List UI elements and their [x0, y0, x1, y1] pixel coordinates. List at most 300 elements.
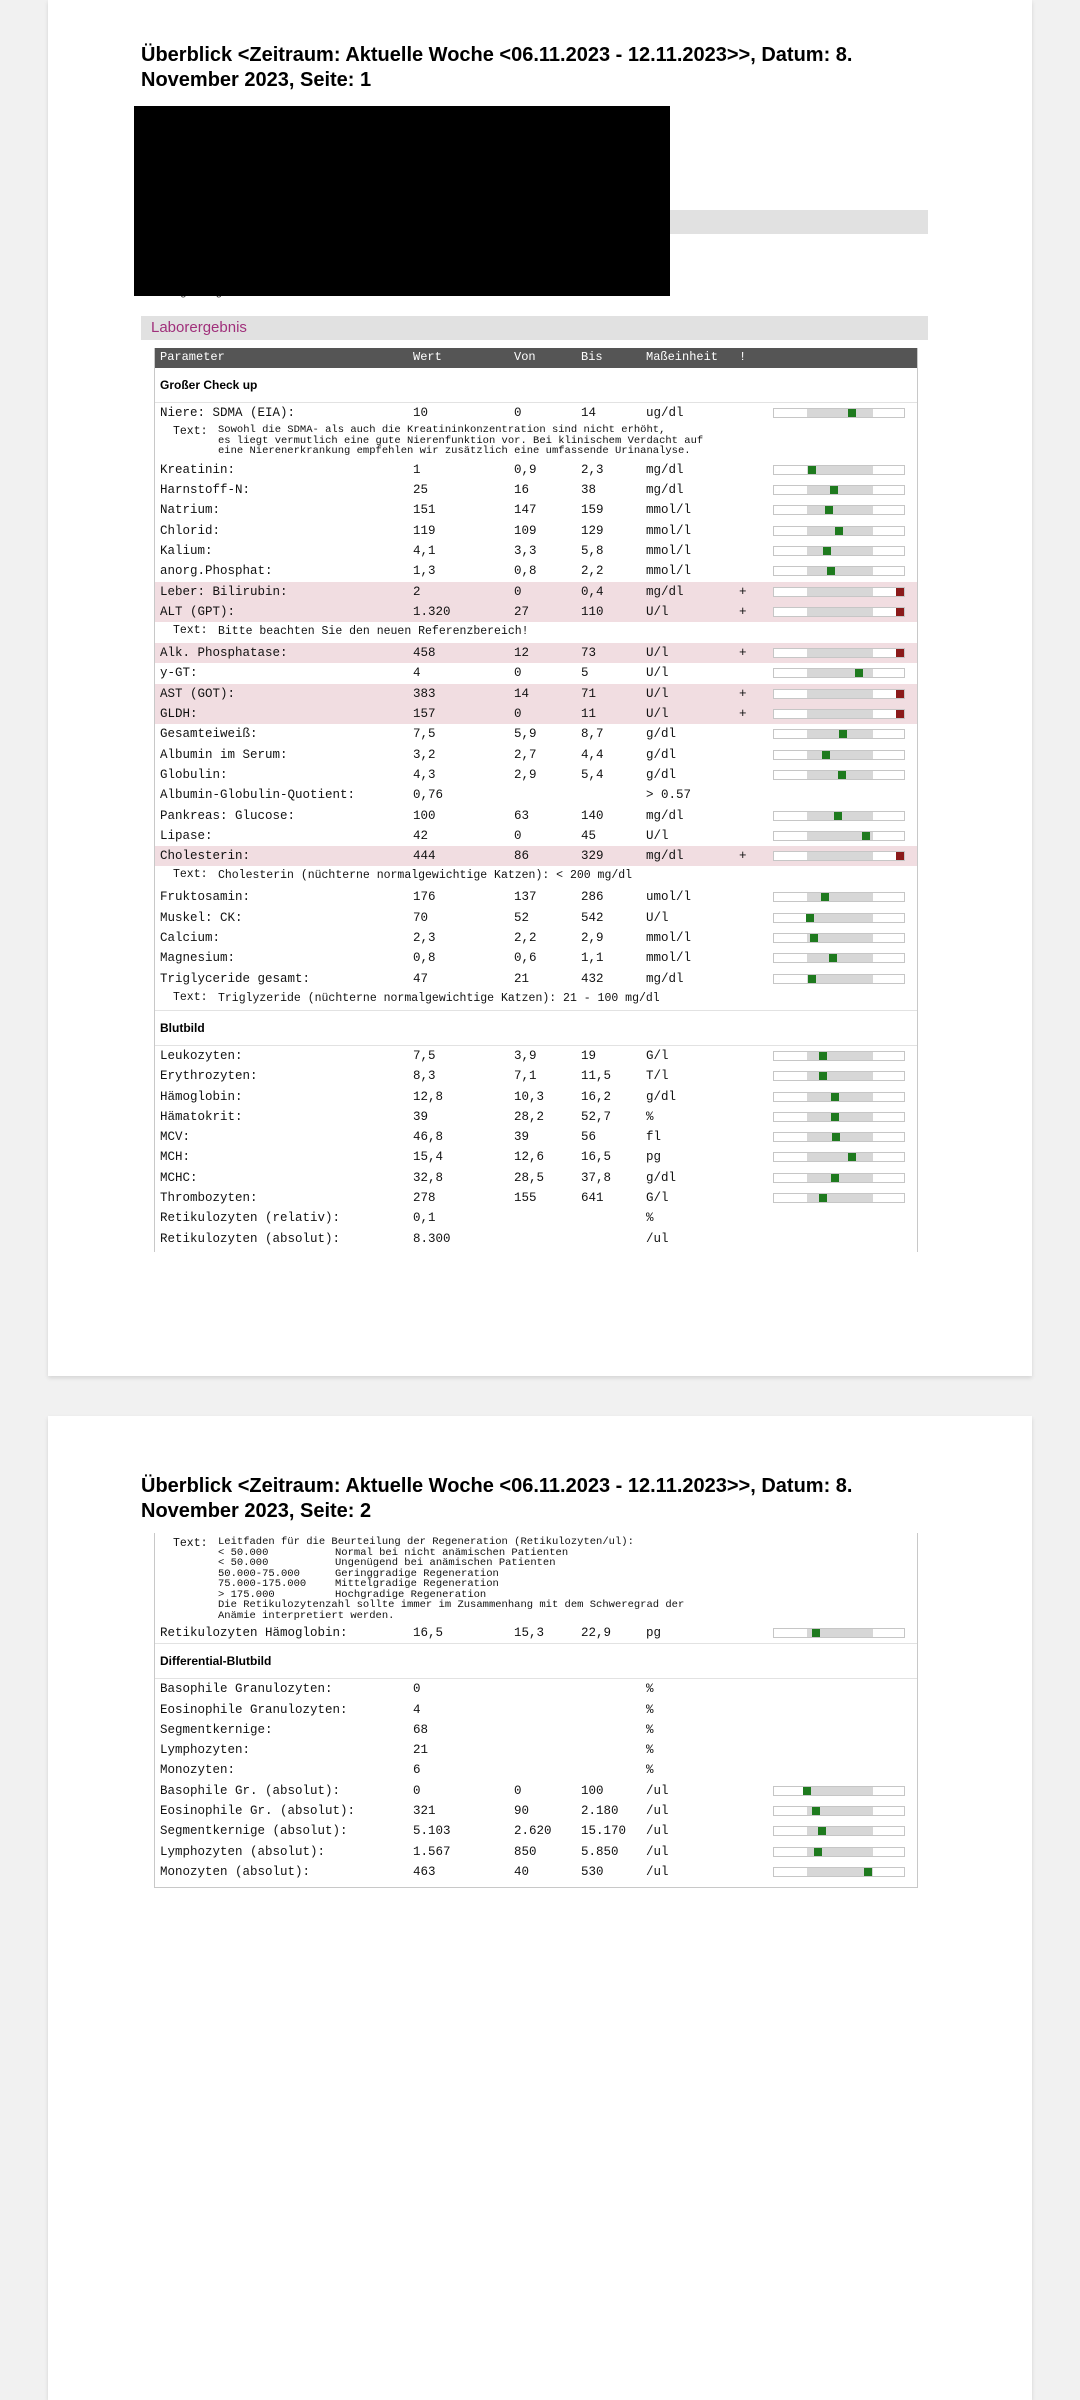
param-name: Globulin: [160, 767, 228, 782]
param-name: Natrium: [160, 503, 221, 518]
rows-chemistry-3 [155, 887, 917, 988]
unit: umol/l [646, 890, 692, 905]
ref-high: 11,5 [581, 1069, 612, 1084]
unit: > 0.57 [646, 788, 692, 803]
value-marker [834, 812, 842, 820]
param-name: Chlorid: [160, 523, 221, 538]
ref-high: 100 [581, 1783, 604, 1798]
guide-range: 75.000-175.000 [218, 1578, 307, 1590]
ref-high: 5 [581, 666, 589, 681]
lab-row-gesamteiweiß [155, 724, 917, 744]
lab-row-ast-got [155, 684, 917, 704]
ref-low: 2,7 [514, 747, 537, 762]
param-name: Muskel: CK: [160, 910, 243, 925]
param-value: 15,4 [413, 1150, 444, 1165]
unit: g/dl [646, 1089, 677, 1104]
value-marker [831, 1113, 839, 1121]
unit: % [646, 1682, 654, 1697]
normal-range [807, 547, 873, 555]
normal-range [807, 1093, 873, 1101]
flag-marker: + [739, 686, 747, 701]
lab-row-mch [155, 1147, 917, 1167]
value-marker [839, 730, 847, 738]
ref-low: 52 [514, 910, 530, 925]
ref-high: 73 [581, 646, 597, 661]
unit: /ul [646, 1783, 669, 1798]
lab-row-lymphozyten-absolut [155, 1842, 917, 1862]
param-name: Monozyten (absolut): [160, 1864, 311, 1879]
unit: % [646, 1702, 654, 1717]
ref-low: 10,3 [514, 1089, 545, 1104]
value-marker [823, 547, 831, 555]
ref-high: 432 [581, 971, 604, 986]
normal-range [807, 608, 873, 616]
unit: /ul [646, 1844, 669, 1859]
ref-low: 2,9 [514, 767, 537, 782]
patient-info-bar [668, 210, 928, 234]
param-name: Segmentkernige: [160, 1722, 273, 1737]
range-indicator [773, 505, 905, 515]
unit: mg/dl [646, 462, 684, 477]
guide-range: 50.000-75.000 [218, 1567, 300, 1580]
ref-high: 22,9 [581, 1626, 612, 1640]
normal-range [807, 486, 873, 494]
ref-low: 2,2 [514, 931, 537, 946]
note-line: Cholesterin (nüchterne normalgewichtige Katzen): < 200 mg/dl [218, 869, 633, 883]
group-check-up: Großer Check up [155, 368, 917, 403]
lab-row-pankreas-glucose [155, 806, 917, 826]
lab-row-calcium [155, 928, 917, 948]
ref-low: 2.620 [514, 1824, 552, 1839]
ref-high: 56 [581, 1130, 597, 1145]
range-indicator [773, 1051, 905, 1061]
unit: % [646, 1743, 654, 1758]
normal-range [807, 669, 873, 677]
lab-row-monozyten [155, 1760, 917, 1780]
range-indicator [773, 974, 905, 984]
param-name: Pankreas: Glucose: [160, 808, 296, 823]
ref-high: 530 [581, 1864, 604, 1879]
value-marker [831, 1093, 839, 1101]
normal-range [807, 506, 873, 514]
param-value: 0,76 [413, 788, 444, 803]
ref-low: 0,6 [514, 951, 537, 966]
value-marker [835, 527, 843, 535]
param-name: Segmentkernige (absolut): [160, 1824, 348, 1839]
value-marker [808, 975, 816, 983]
ref-high: 5,4 [581, 767, 604, 782]
range-indicator [773, 1071, 905, 1081]
guide-row [218, 1548, 917, 1559]
lab-row-retikulozyten-hämoglobin [155, 1623, 917, 1643]
ref-high: 19 [581, 1048, 597, 1063]
normal-range [807, 710, 873, 718]
normal-range [807, 588, 873, 596]
ref-high: 52,7 [581, 1109, 612, 1124]
note-line: Leitfaden für die Beurteilung der Regeneration (Retikulozyten/ul): [218, 1536, 634, 1548]
unit: U/l [646, 666, 669, 681]
param-value: 8.300 [413, 1231, 451, 1246]
param-name: Retikulozyten (relativ): [160, 1211, 341, 1226]
param-name: anorg.Phosphat: [160, 564, 273, 579]
range-indicator [773, 953, 905, 963]
range-indicator [773, 1786, 905, 1796]
value-marker [864, 1868, 872, 1876]
param-value: 2 [413, 584, 421, 599]
note-alt [155, 622, 917, 643]
ref-high: 38 [581, 483, 597, 498]
unit: mmol/l [646, 503, 692, 518]
ref-high: 2,2 [581, 564, 604, 579]
param-value: 42 [413, 828, 429, 843]
ref-high: 16,2 [581, 1089, 612, 1104]
param-name: Leukozyten: [160, 1048, 243, 1063]
param-value: 6 [413, 1763, 421, 1778]
high-value-marker [896, 690, 904, 698]
note-label: Text: [173, 425, 208, 439]
range-indicator [773, 811, 905, 821]
param-value: 16,5 [413, 1626, 444, 1640]
range-indicator [773, 1806, 905, 1816]
range-indicator [773, 1173, 905, 1183]
unit: mg/dl [646, 808, 684, 823]
lab-row-natrium [155, 500, 917, 520]
ref-low: 147 [514, 503, 537, 518]
unit: U/l [646, 686, 669, 701]
ref-low: 21 [514, 971, 530, 986]
lab-result-heading: Laborergebnis [141, 316, 928, 340]
param-value: 157 [413, 707, 436, 722]
param-name: Hämoglobin: [160, 1089, 243, 1104]
ref-low: 0 [514, 707, 522, 722]
param-name: Harnstoff-N: [160, 483, 251, 498]
ref-low: 137 [514, 890, 537, 905]
param-name: MCV: [160, 1130, 191, 1145]
lab-row-lymphozyten [155, 1740, 917, 1760]
param-value: 39 [413, 1109, 429, 1124]
page-title: Überblick <Zeitraum: Aktuelle Woche <06.11.2023 - 12.11.2023>>, Datum: 8. November 2023, Seite: 1 [141, 44, 853, 91]
param-name: ALT (GPT): [160, 604, 236, 619]
param-value: 463 [413, 1864, 436, 1879]
normal-range [807, 1072, 873, 1080]
unit: /ul [646, 1864, 669, 1879]
value-marker [825, 506, 833, 514]
lab-row-fruktosamin [155, 887, 917, 907]
value-marker [814, 1848, 822, 1856]
param-value: 1.320 [413, 604, 451, 619]
ref-high: 8,7 [581, 727, 604, 742]
guide-row [218, 1558, 917, 1569]
note-label: Text: [173, 624, 208, 638]
value-marker [832, 1133, 840, 1141]
lab-row-triglyceride-gesamt [155, 969, 917, 989]
param-name: Basophile Gr. (absolut): [160, 1783, 341, 1798]
ref-high: 2.180 [581, 1804, 619, 1819]
high-value-marker [896, 608, 904, 616]
lab-row-alk-phosphatase [155, 643, 917, 663]
value-marker [806, 914, 814, 922]
value-marker [827, 567, 835, 575]
guide-desc: Mittelgradige Regeneration [335, 1578, 499, 1590]
lab-row-hämoglobin [155, 1087, 917, 1107]
ref-high: 16,5 [581, 1150, 612, 1165]
value-marker [812, 1629, 820, 1637]
ref-high: 129 [581, 523, 604, 538]
param-value: 1.567 [413, 1844, 451, 1859]
ref-low: 90 [514, 1804, 530, 1819]
ref-high: 11 [581, 707, 597, 722]
range-indicator [773, 1867, 905, 1877]
unit: pg [646, 1150, 662, 1165]
ref-high: 159 [581, 503, 604, 518]
normal-range [807, 1787, 873, 1795]
param-name: Cholesterin: [160, 849, 251, 864]
param-value: 70 [413, 910, 429, 925]
unit: mg/dl [646, 483, 684, 498]
note-line: Sowohl die SDMA- als auch die Kreatininkonzentration sind nicht erhöht, [218, 424, 666, 437]
ref-low: 7,1 [514, 1069, 537, 1084]
param-value: 4,1 [413, 543, 436, 558]
ref-high: 4,4 [581, 747, 604, 762]
lab-row-retikulozyten-absolut [155, 1229, 917, 1249]
unit: mmol/l [646, 543, 692, 558]
ref-low: 5,9 [514, 727, 537, 742]
ref-low: 0 [514, 584, 522, 599]
param-value: 444 [413, 849, 436, 864]
unit: U/l [646, 707, 669, 722]
ref-high: 45 [581, 828, 597, 843]
range-indicator [773, 892, 905, 902]
ref-low: 14 [514, 686, 530, 701]
note-line: Anämie interpretiert werden. [218, 1609, 395, 1622]
unit: mmol/l [646, 564, 692, 579]
value-marker [822, 751, 830, 759]
lab-row-muskel-ck [155, 908, 917, 928]
param-value: 151 [413, 503, 436, 518]
guide-row [218, 1579, 917, 1590]
range-indicator [773, 1847, 905, 1857]
normal-range [807, 649, 873, 657]
param-value: 7,5 [413, 727, 436, 742]
unit: T/l [646, 1069, 669, 1084]
high-value-marker [896, 649, 904, 657]
lab-row-eosinophile-gr-absolut [155, 1801, 917, 1821]
lab-table-page-2 [154, 1533, 918, 1888]
param-name: Retikulozyten Hämoglobin: [160, 1626, 348, 1640]
col-unit: Maßeinheit [646, 350, 719, 364]
guide-range: < 50.000 [218, 1546, 269, 1559]
normal-range [807, 893, 873, 901]
rows-kidney [155, 403, 917, 423]
normal-range [807, 1052, 873, 1060]
unit: mmol/l [646, 523, 692, 538]
range-indicator [773, 933, 905, 943]
param-value: 100 [413, 808, 436, 823]
param-name: Albumin-Globulin-Quotient: [160, 788, 356, 803]
flag-marker: + [739, 849, 747, 864]
unit: mmol/l [646, 931, 692, 946]
param-name: Magnesium: [160, 951, 236, 966]
note-label: Text: [173, 1537, 208, 1550]
ref-low: 16 [514, 483, 530, 498]
range-indicator [773, 689, 905, 699]
lab-row-monozyten-absolut [155, 1862, 917, 1882]
normal-range [807, 409, 873, 417]
ref-low: 0 [514, 828, 522, 843]
ref-high: 71 [581, 686, 597, 701]
ref-low: 27 [514, 604, 530, 619]
param-value: 278 [413, 1191, 436, 1205]
param-name: Eosinophile Granulozyten: [160, 1702, 348, 1717]
param-name: Lipase: [160, 828, 213, 843]
ref-high: 2,9 [581, 931, 604, 946]
group-differential: Differential-Blutbild [155, 1644, 917, 1679]
ref-low: 40 [514, 1864, 530, 1879]
guide-desc: Ungenügend bei anämischen Patienten [335, 1557, 556, 1569]
group-blutbild: Blutbild [155, 1011, 917, 1046]
note-line: Triglyzeride (nüchterne normalgewichtige Katzen): 21 - 100 mg/dl [218, 991, 660, 1005]
ref-high: 14 [581, 406, 597, 420]
rows-retic-hb [155, 1623, 917, 1644]
param-name: GLDH: [160, 707, 198, 722]
normal-range [807, 1113, 873, 1121]
param-value: 25 [413, 483, 429, 498]
param-value: 5.103 [413, 1824, 451, 1839]
unit: /ul [646, 1804, 669, 1819]
range-indicator [773, 831, 905, 841]
range-indicator [773, 668, 905, 678]
range-indicator [773, 1628, 905, 1638]
normal-range [807, 914, 873, 922]
ref-low: 86 [514, 849, 530, 864]
normal-range [807, 1194, 873, 1202]
ref-high: 2,3 [581, 462, 604, 477]
param-value: 119 [413, 523, 436, 538]
lab-row-basophile-gr-absolut [155, 1781, 917, 1801]
param-value: 8,3 [413, 1069, 436, 1084]
ref-high: 15.170 [581, 1824, 627, 1839]
range-indicator [773, 750, 905, 760]
unit: U/l [646, 646, 669, 661]
param-name: Kreatinin: [160, 462, 236, 477]
param-value: 0 [413, 1783, 421, 1798]
param-value: 21 [413, 1743, 429, 1758]
value-marker [803, 1787, 811, 1795]
value-marker [831, 1174, 839, 1182]
ref-high: 641 [581, 1191, 604, 1205]
ref-low: 12,6 [514, 1150, 545, 1165]
unit: fl [646, 1130, 662, 1145]
ref-low: 15,3 [514, 1626, 545, 1640]
param-name: Triglyceride gesamt: [160, 971, 311, 986]
flag-marker: + [739, 707, 747, 722]
ref-low: 109 [514, 523, 537, 538]
col-flag: ! [739, 350, 747, 364]
param-value: 321 [413, 1804, 436, 1819]
param-value: 12,8 [413, 1089, 444, 1104]
lab-row-chlorid [155, 521, 917, 541]
param-value: 0,8 [413, 951, 436, 966]
ref-low: 0 [514, 406, 522, 420]
rows-chemistry-2 [155, 643, 917, 866]
range-indicator [773, 851, 905, 861]
guide-desc: Normal bei nicht anämischen Patienten [335, 1546, 569, 1559]
param-name: AST (GOT): [160, 686, 236, 701]
note-line: Die Retikulozytenzahl sollte immer im Zusammenhang mit dem Schweregrad der [218, 1599, 685, 1611]
param-name: Albumin im Serum: [160, 747, 288, 762]
lab-table-page-1 [154, 348, 918, 1252]
param-name: Gesamteiweiß: [160, 727, 258, 742]
lab-row-globulin [155, 765, 917, 785]
unit: G/l [646, 1191, 669, 1205]
range-indicator [773, 770, 905, 780]
normal-range [807, 954, 873, 962]
lab-row-cholesterin [155, 846, 917, 866]
value-marker [855, 669, 863, 677]
ref-low: 0 [514, 1783, 522, 1798]
range-indicator [773, 587, 905, 597]
range-indicator [773, 1112, 905, 1122]
ref-high: 110 [581, 604, 604, 619]
unit: G/l [646, 1048, 669, 1063]
param-name: y-GT: [160, 666, 198, 681]
page-title: Überblick <Zeitraum: Aktuelle Woche <06.11.2023 - 12.11.2023>>, Datum: 8. November 2023, Seite: 2 [141, 1475, 853, 1522]
normal-range [807, 567, 873, 575]
range-indicator [773, 465, 905, 475]
ref-low: 155 [514, 1191, 537, 1205]
ref-low: 63 [514, 808, 530, 823]
range-indicator [773, 1152, 905, 1162]
ref-low: 0 [514, 666, 522, 681]
guide-range: > 175.000 [218, 1588, 275, 1601]
unit: g/dl [646, 1170, 677, 1185]
lab-row-leber-bilirubin [155, 582, 917, 602]
lab-row-thrombozyten [155, 1188, 917, 1208]
note-reticulocytes [155, 1533, 917, 1623]
param-value: 4 [413, 1702, 421, 1717]
normal-range [807, 751, 873, 759]
lab-row-albumin-im-serum [155, 745, 917, 765]
ref-high: 329 [581, 849, 604, 864]
param-name: Hämatokrit: [160, 1109, 243, 1124]
guide-row [218, 1569, 917, 1580]
param-value: 383 [413, 686, 436, 701]
lab-row-retikulozyten-relativ [155, 1208, 917, 1228]
param-name: Erythrozyten: [160, 1069, 258, 1084]
flag-marker: + [739, 584, 747, 599]
value-marker [818, 1827, 826, 1835]
unit: pg [646, 1626, 662, 1640]
unit: mg/dl [646, 849, 684, 864]
lab-row-mchc [155, 1168, 917, 1188]
report-page-1 [48, 0, 1032, 1376]
range-indicator [773, 1132, 905, 1142]
param-value: 458 [413, 646, 436, 661]
param-value: 1 [413, 462, 421, 477]
ref-low: 3,3 [514, 543, 537, 558]
lab-row-gldh [155, 704, 917, 724]
value-marker [812, 1807, 820, 1815]
ref-low: 28,5 [514, 1170, 545, 1185]
unit: % [646, 1109, 654, 1124]
param-value: 7,5 [413, 1048, 436, 1063]
lab-row-y-gt [155, 663, 917, 683]
unit: U/l [646, 910, 669, 925]
param-value: 0,1 [413, 1211, 436, 1226]
unit: /ul [646, 1824, 669, 1839]
range-indicator [773, 485, 905, 495]
unit: U/l [646, 604, 669, 619]
